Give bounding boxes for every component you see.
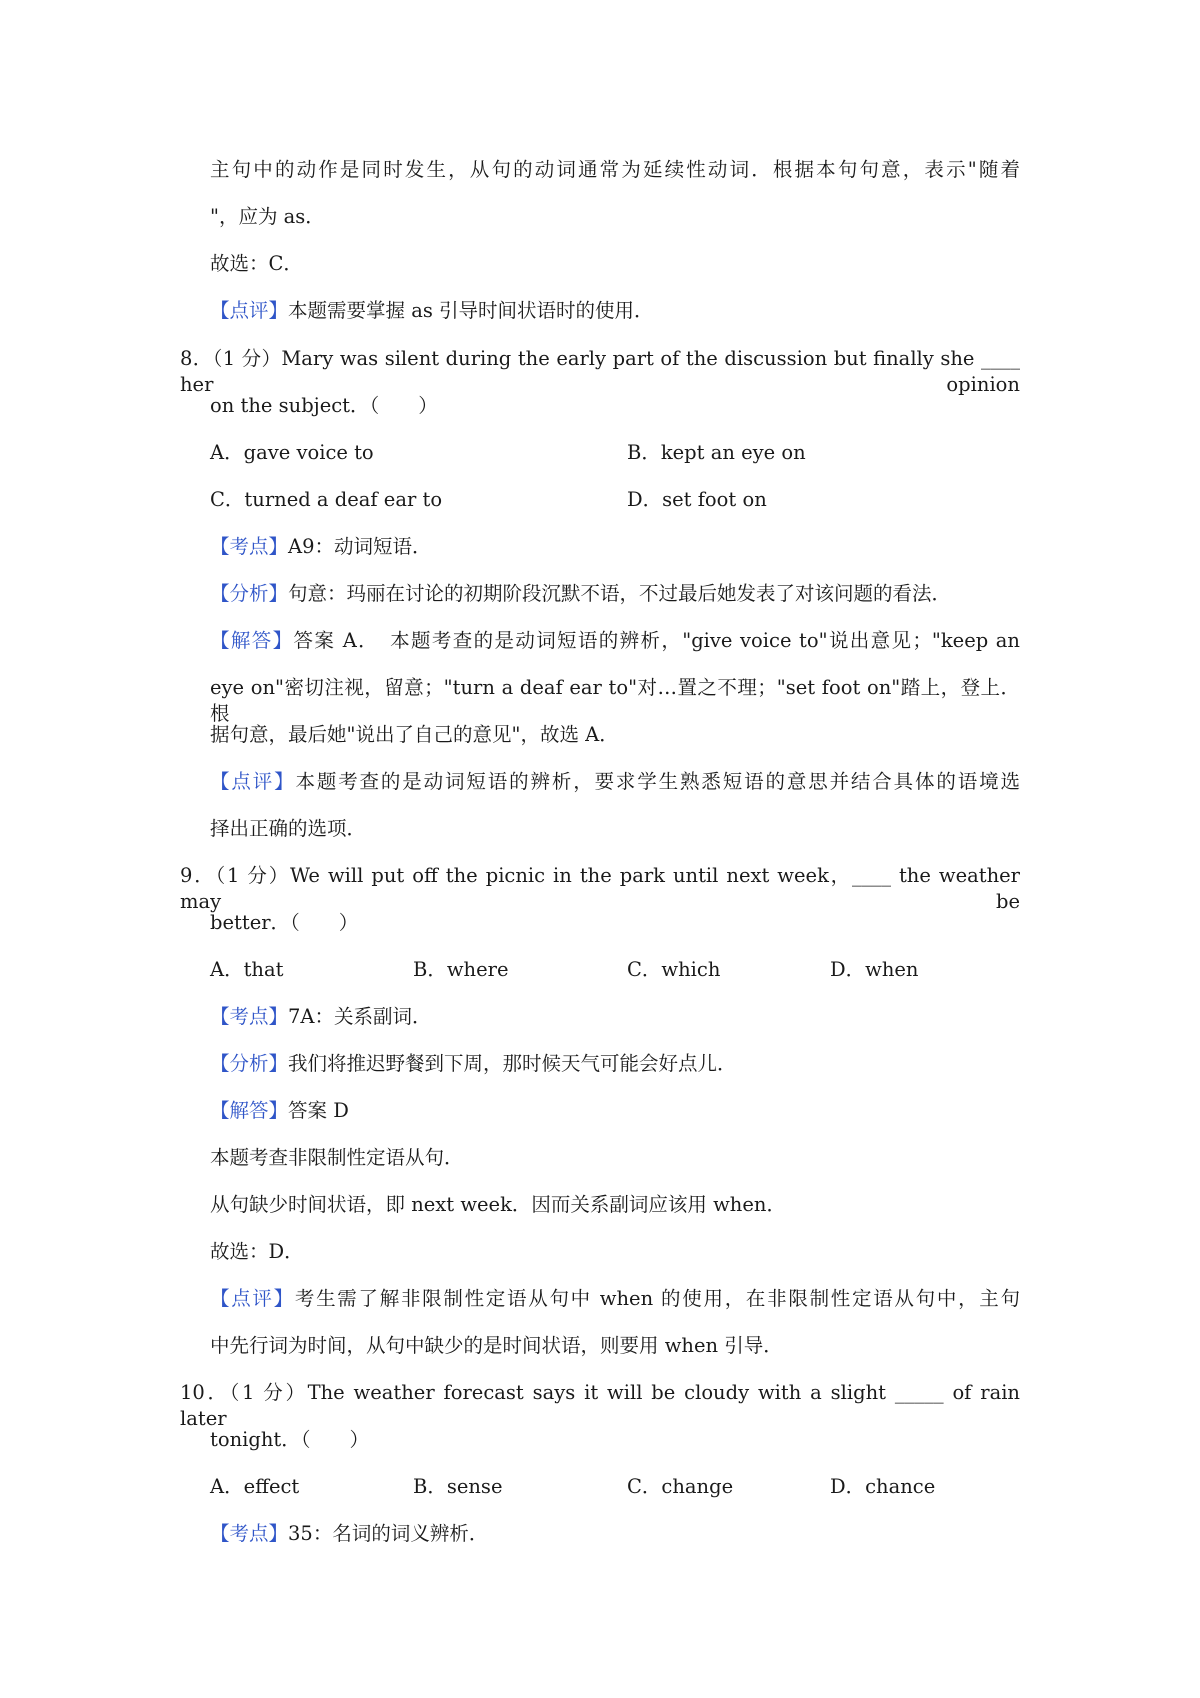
jieda-line-cont: 据句意，最后她"说出了自己的意见"，故选 A． bbox=[210, 723, 619, 746]
question-9-stem-cont: better．（ ） bbox=[210, 911, 359, 934]
option-b: B．sense bbox=[413, 1475, 503, 1498]
fenxi-tag: 【分析】 bbox=[210, 1052, 289, 1075]
comment-text: 考生需了解非限制性定语从句中 when 的使用，在非限制性定语从句中，主句 bbox=[294, 1287, 1020, 1310]
fenxi-line bbox=[210, 1051, 737, 1077]
question-8-stem: 8．（1 分）Mary was silent during the early part of the discussion but finally she ____ her opinion bbox=[180, 347, 1020, 396]
comment-line-cont: 择出正确的选项． bbox=[210, 817, 367, 840]
kaodian-text: 7A：关系副词． bbox=[288, 1005, 432, 1028]
answer-line: 故选：C． bbox=[210, 252, 303, 275]
jieda-tag: 【解答】 bbox=[210, 629, 294, 652]
kaodian-tag: 【考点】 bbox=[210, 1522, 289, 1545]
option-a: A．that bbox=[210, 958, 284, 981]
question-8-options-row2 bbox=[210, 487, 1020, 513]
option-d: D．set foot on bbox=[627, 488, 767, 511]
kaodian-tag: 【考点】 bbox=[210, 1005, 289, 1028]
option-b: B．where bbox=[413, 958, 509, 981]
jieda-line bbox=[210, 628, 1020, 654]
jieda-line-cont: eye on"密切注视，留意；"turn a deaf ear to"对…置之不理；"set foot on"踏上，登上．根 bbox=[210, 676, 1020, 725]
answer-line: 故选：D． bbox=[210, 1240, 304, 1263]
option-c: C．which bbox=[627, 958, 721, 981]
kaodian-text: A9：动词短语． bbox=[288, 535, 432, 558]
option-d: D．when bbox=[830, 958, 919, 981]
question-8-stem-cont: on the subject．（ ） bbox=[210, 394, 438, 417]
kaodian-line bbox=[210, 1004, 432, 1030]
option-a: A．gave voice to bbox=[210, 441, 374, 464]
explanation-line: "，应为 as． bbox=[210, 205, 325, 228]
kaodian-text: 35：名词的词义辨析． bbox=[288, 1522, 489, 1545]
comment-line bbox=[210, 298, 654, 324]
comment-line bbox=[210, 1286, 1020, 1312]
question-8-options-row1 bbox=[210, 440, 1020, 466]
explanation-line: 本题考查非限制性定语从句． bbox=[210, 1146, 464, 1169]
question-9-stem: 9．（1 分）We will put off the picnic in the park until next week，____ the weather may be bbox=[180, 864, 1020, 913]
comment-line-cont: 中先行词为时间，从句中缺少的是时间状语，则要用 when 引导． bbox=[210, 1334, 783, 1357]
fenxi-tag: 【分析】 bbox=[210, 582, 289, 605]
kaodian-tag: 【考点】 bbox=[210, 535, 289, 558]
question-10-options bbox=[210, 1474, 1020, 1500]
explanation-line: 从句缺少时间状语，即 next week．因而关系副词应该用 when． bbox=[210, 1193, 786, 1216]
fenxi-text: 句意：玛丽在讨论的初期阶段沉默不语，不过最后她发表了对该问题的看法． bbox=[288, 582, 952, 605]
comment-text: 本题需要掌握 as 引导时间状语时的使用． bbox=[288, 299, 654, 322]
jieda-line bbox=[210, 1098, 349, 1124]
jieda-text: 答案 A． 本题考查的是动词短语的辨析，"give voice to"说出意见；"keep an bbox=[293, 629, 1020, 652]
option-a: A．effect bbox=[210, 1475, 300, 1498]
option-c: C．turned a deaf ear to bbox=[210, 488, 443, 511]
jieda-text: 答案 D bbox=[288, 1099, 349, 1122]
jieda-tag: 【解答】 bbox=[210, 1099, 289, 1122]
comment-text: 本题考查的是动词短语的辨析，要求学生熟悉短语的意思并结合具体的语境选 bbox=[295, 770, 1020, 793]
comment-tag: 【点评】 bbox=[210, 299, 289, 322]
comment-tag: 【点评】 bbox=[210, 1287, 295, 1310]
comment-tag: 【点评】 bbox=[210, 770, 296, 793]
fenxi-text: 我们将推迟野餐到下周，那时候天气可能会好点儿． bbox=[288, 1052, 737, 1075]
option-d: D．chance bbox=[830, 1475, 936, 1498]
kaodian-line bbox=[210, 1521, 488, 1547]
explanation-line: 主句中的动作是同时发生，从句的动词通常为延续性动词．根据本句句意，表示"随着 bbox=[210, 158, 1020, 181]
option-b: B．kept an eye on bbox=[627, 441, 806, 464]
question-10-stem-cont: tonight．（ ） bbox=[210, 1428, 369, 1451]
fenxi-line bbox=[210, 581, 951, 607]
question-9-options bbox=[210, 957, 1020, 983]
option-c: C．change bbox=[627, 1475, 734, 1498]
kaodian-line bbox=[210, 534, 432, 560]
comment-line bbox=[210, 769, 1020, 795]
question-10-stem: 10．（1 分）The weather forecast says it will be cloudy with a slight _____ of rain later bbox=[180, 1381, 1020, 1430]
